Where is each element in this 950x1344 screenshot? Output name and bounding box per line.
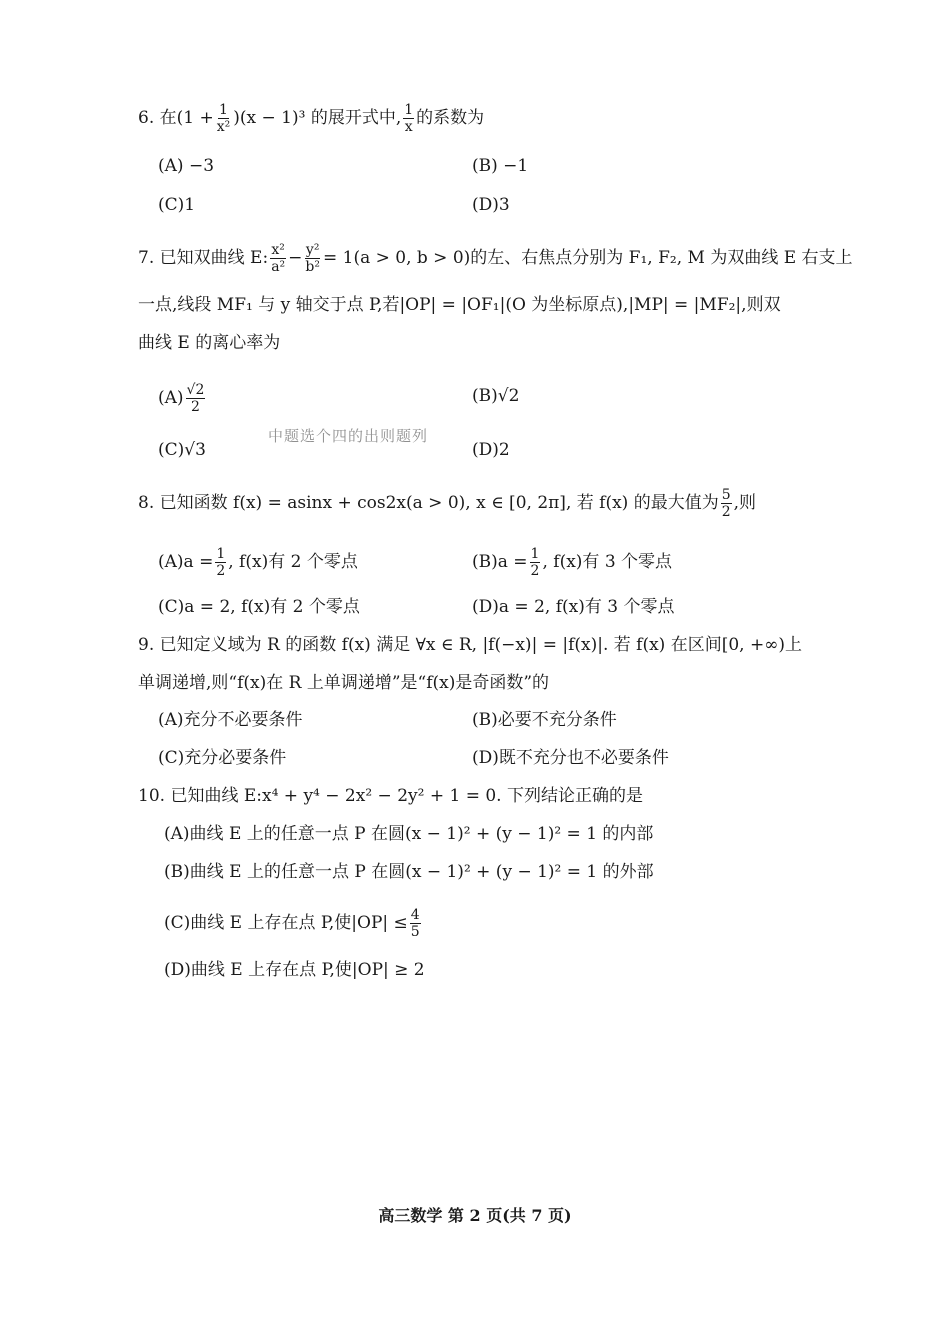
question-10	[138, 786, 643, 806]
question-9	[138, 635, 802, 655]
question-9-line-2: 单调递增,则“f(x)在 R 上单调递增”是“f(x)是奇函数”的	[138, 673, 550, 693]
fraction: $\frac{\text{y²}}{\text{b²}}$	[305, 242, 320, 275]
page-footer: 高三数学 第 2 页(共 7 页)	[378, 1206, 572, 1225]
option-c: (C)1	[158, 195, 196, 215]
question-text: ,则	[733, 493, 757, 513]
question-7-line-2: 一点,线段 MF₁ 与 y 轴交于点 P,若|OP| = |OF₁|(O 为坐标原点),|MP| = |MF₂|,则双	[138, 295, 781, 315]
question-number: 8.	[138, 493, 155, 513]
option-a: (A)a = $\frac{1}{2}$ , f(x)有 2 个零点	[158, 546, 358, 579]
question-7: 7. 已知双曲线 E: $\frac{\text{x²}}{\text{a²}}$ − $\frac{\text{y²}}{\text{b²}}$ = 1(a > 0, b > 0)的左、右焦点分别为 F₁, F₂, M 为双曲线 E 右支上	[138, 242, 853, 275]
fraction: $\frac{1}{2}$	[216, 546, 226, 579]
option-d: (D)曲线 E 上存在点 P,使|OP| ≥ 2	[164, 960, 425, 980]
option-d: (D)2	[472, 440, 510, 460]
question-text: = 1(a > 0, b > 0)的左、右焦点分别为 F₁, F₂, M 为双曲线 E 右支上	[322, 248, 853, 268]
question-text: 已知函数 f(x) = asinx + cos2x(a > 0), x ∈ [0, 2π], 若 f(x) 的最大值为	[159, 493, 719, 513]
option-c: (C)√3	[158, 440, 206, 460]
option-c: (C)充分必要条件	[158, 748, 287, 768]
fraction: $\frac{\text{x²}}{\text{a²}}$	[271, 242, 286, 275]
fraction: $\frac{1}{2}$	[530, 546, 540, 579]
question-text: 已知定义域为 R 的函数 f(x) 满足 ∀x ∈ R, |f(−x)| = |f(x)|. 若 f(x) 在区间[0, +∞)上	[159, 635, 802, 655]
question-text: 在(1 +	[159, 108, 214, 128]
option-d: (D)a = 2, f(x)有 3 个零点	[472, 597, 675, 617]
fraction: $\frac{√2}{2}$	[186, 382, 205, 415]
question-text: )(x − 1)³ 的展开式中,	[233, 108, 402, 128]
option-d: (D)既不充分也不必要条件	[472, 748, 669, 768]
question-number: 6.	[138, 108, 155, 128]
option-b: (B) −1	[472, 156, 529, 176]
question-text: 已知双曲线 E:	[159, 248, 269, 268]
fraction: $\frac{5}{2}$	[721, 487, 731, 520]
option-d: (D)3	[472, 195, 510, 215]
fraction: $\frac{4}{5}$	[410, 907, 420, 940]
option-b: (B)a = $\frac{1}{2}$ , f(x)有 3 个零点	[472, 546, 673, 579]
fraction: $\frac{1}{x}$	[404, 102, 414, 135]
option-b: (B)曲线 E 上的任意一点 P 在圆(x − 1)² + (y − 1)² = 1 的外部	[164, 862, 654, 882]
question-number: 10.	[138, 786, 166, 806]
question-text: 的系数为	[416, 108, 485, 128]
question-6	[138, 103, 484, 134]
option-b: (B)√2	[472, 386, 520, 406]
option-a: (A) −3	[158, 156, 215, 176]
option-a: (A)曲线 E 上的任意一点 P 在圆(x − 1)² + (y − 1)² = 1 的内部	[164, 824, 654, 844]
question-number: 7.	[138, 248, 155, 268]
option-c: (C)a = 2, f(x)有 2 个零点	[158, 597, 360, 617]
option-b: (B)必要不充分条件	[472, 710, 617, 730]
question-8	[138, 488, 756, 519]
question-text: 已知曲线 E:x⁴ + y⁴ − 2x² − 2y² + 1 = 0. 下列结论正确的是	[170, 786, 643, 806]
question-7-line-3: 曲线 E 的离心率为	[138, 333, 281, 353]
option-a: (A)充分不必要条件	[158, 710, 303, 730]
option-a: (A) $\frac{√2}{2}$	[158, 382, 205, 415]
fraction: $\frac{1}{\text{x²}}$	[216, 102, 231, 135]
option-c: (C)曲线 E 上存在点 P,使|OP| ≤ $\frac{4}{5}$	[164, 907, 420, 940]
show-through-text: 中题选个四的出则题列	[268, 427, 429, 445]
question-number: 9.	[138, 635, 155, 655]
